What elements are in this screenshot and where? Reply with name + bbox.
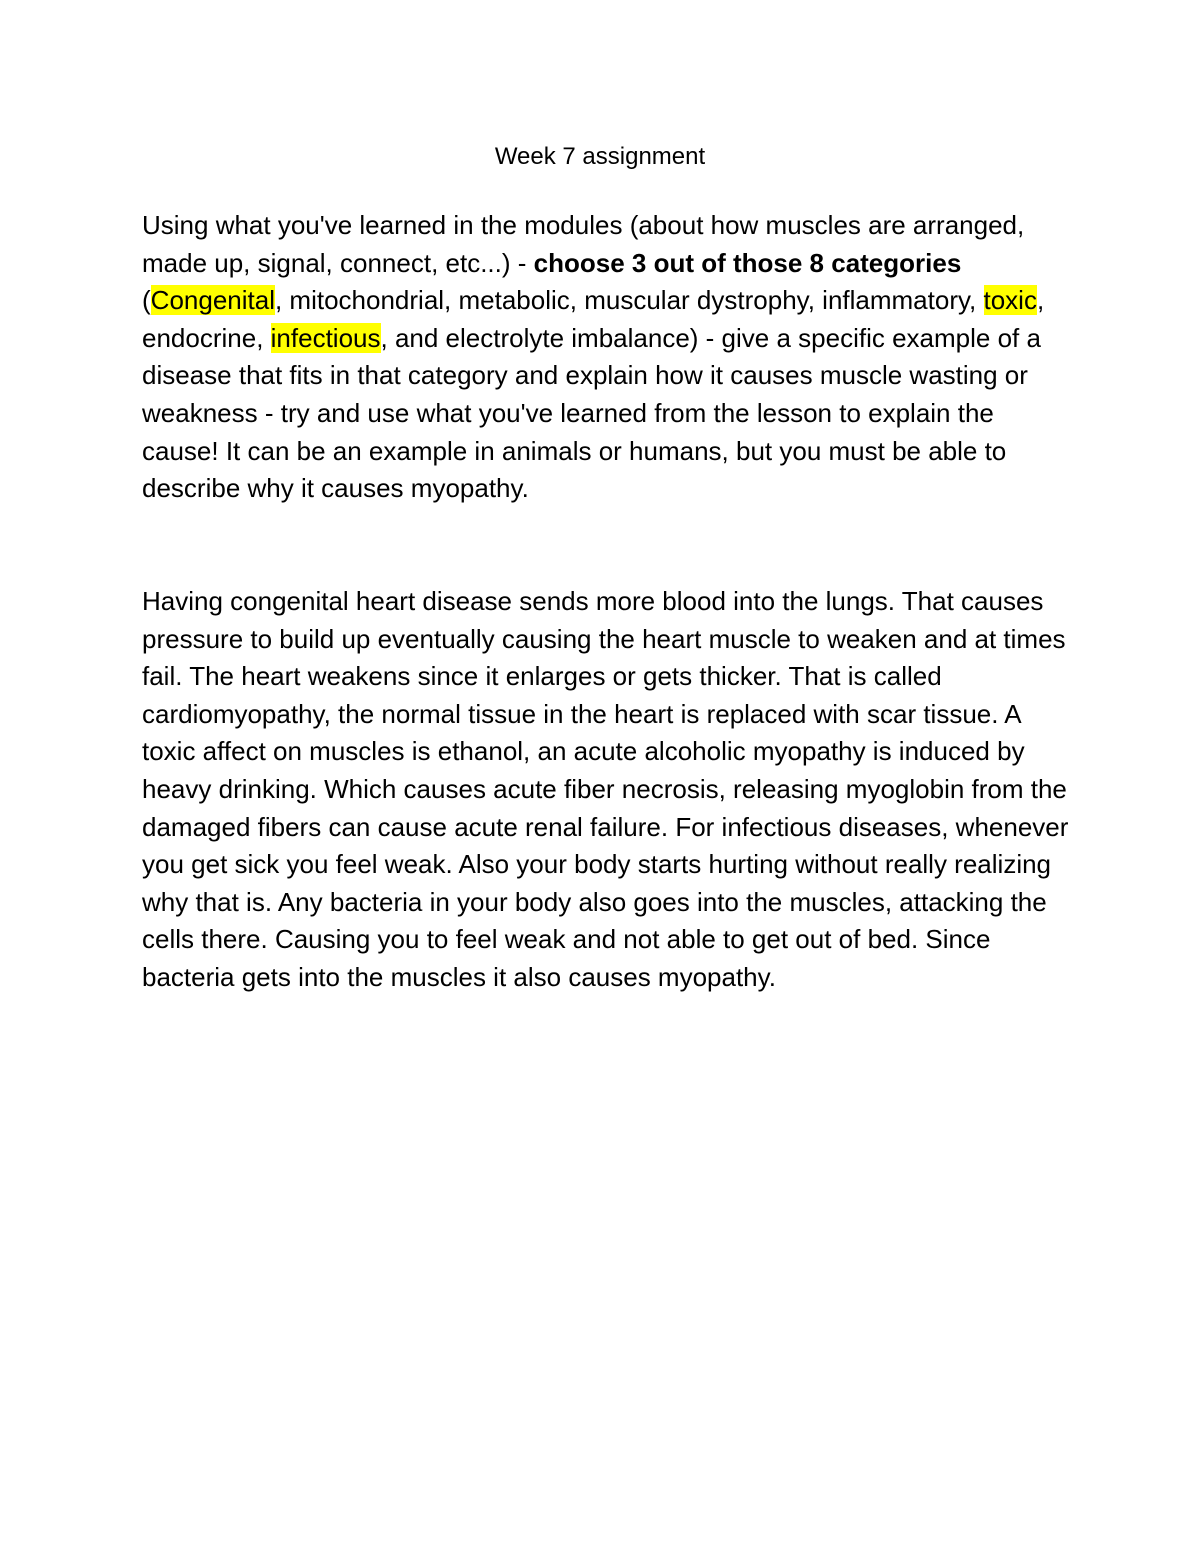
prompt-text-5: , and electrolyte imbalance) - give a specific example of a disease that fits in that category and explain how it causes muscle wasting or weakness - try and use what you've learned from the lesson to explain the cause! It can be an example in animals or humans, but you must be able to describe why it causes myopathy. (142, 322, 1041, 504)
highlight-congenital: Congenital (150, 285, 275, 316)
prompt-bold-instruction: choose 3 out of those 8 categories (533, 247, 962, 278)
assignment-prompt (142, 207, 1072, 508)
prompt-text-4: , endocrine, (142, 285, 1045, 353)
prompt-text-3: , mitochondrial, metabolic, muscular dystrophy, inflammatory, (274, 285, 984, 316)
prompt-text-2: ( (142, 285, 151, 316)
highlight-infectious: infectious (270, 322, 381, 353)
prompt-text-1: Using what you've learned in the modules (about how muscles are arranged, made up, signal, connect, etc...) - (142, 210, 1025, 278)
assignment-answer: Having congenital heart disease sends more blood into the lungs. That causes pressure to build up eventually causing the heart muscle to weaken and at times fail. The heart weakens since it enlarges or gets thicker. That is called cardiomyopathy, the normal tissue in the heart is replaced with scar tissue. A toxic affect on muscles is ethanol, an acute alcoholic myopathy is induced by heavy drinking. Which causes acute fiber necrosis, releasing myoglobin from the damaged fibers can cause acute renal failure. For infectious diseases, whenever you get sick you feel weak. Also your body starts hurting without really realizing why that is. Any bacteria in your body also goes into the muscles, attacking the cells there. Causing you to feel weak and not able to get out of bed. Since bacteria gets into the muscles it also causes myopathy. (142, 586, 1069, 992)
highlight-toxic: toxic (983, 285, 1037, 316)
document-title: Week 7 assignment (494, 143, 706, 170)
